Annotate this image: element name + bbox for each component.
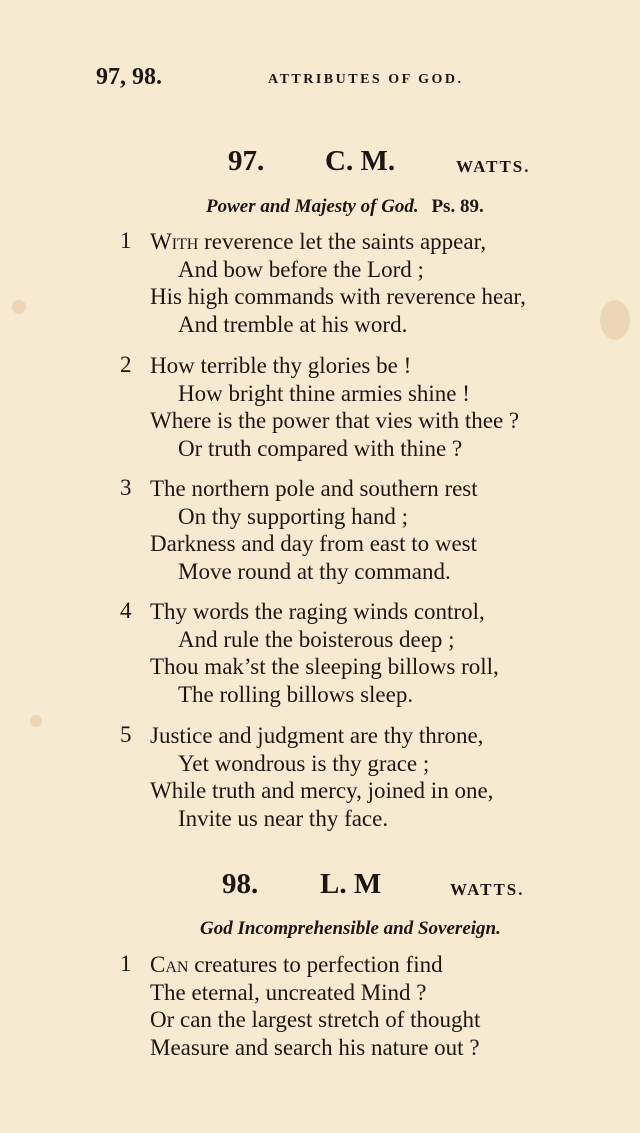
- stanza-line: Yet wondrous is thy grace ;: [178, 751, 430, 776]
- stanza-line: Justice and judgment are thy throne,: [150, 723, 484, 748]
- paper-stain: [12, 300, 26, 314]
- hymn-98-subtitle: God Incomprehensible and Sovereign.: [200, 918, 501, 939]
- stanza-number: 3: [120, 475, 132, 500]
- running-head: [96, 64, 566, 94]
- hymn-number: 97.: [228, 145, 265, 177]
- stanza-line: The eternal, uncreated Mind ?: [150, 980, 427, 1005]
- page-numbers: 97, 98.: [96, 64, 162, 90]
- stanza-number: 1: [120, 951, 132, 976]
- first-word: With: [150, 229, 199, 254]
- paper-stain: [30, 715, 42, 727]
- stanza-line: With reverence let the saints appear,: [150, 229, 487, 254]
- hymn-meter: L. M: [320, 868, 382, 900]
- stanza-line: His high commands with reverence hear,: [150, 284, 526, 309]
- stanza-line: On thy supporting hand ;: [178, 504, 408, 529]
- paper-stain: [600, 300, 630, 340]
- stanza-line: And bow before the Lord ;: [178, 257, 424, 282]
- stanza-line: And rule the boisterous deep ;: [178, 627, 455, 652]
- hymn-98-heading: [0, 868, 640, 908]
- stanza-line: The northern pole and southern rest: [150, 476, 478, 501]
- stanza-line: Or truth compared with thine ?: [178, 436, 463, 461]
- subtitle-text: Power and Majesty of God.: [206, 196, 419, 217]
- stanza-line: While truth and mercy, joined in one,: [150, 778, 494, 803]
- stanza-number: 2: [120, 352, 132, 377]
- stanza-number: 4: [120, 598, 132, 623]
- scripture-reference: Ps. 89.: [431, 196, 484, 217]
- hymn-meter: C. M.: [325, 145, 396, 177]
- stanza-line: Where is the power that vies with thee ?: [150, 408, 520, 433]
- hymn-author: WATTS.: [456, 157, 531, 176]
- hymn-number: 98.: [222, 868, 259, 900]
- hymn-97-subtitle: [206, 196, 484, 218]
- first-word: Can: [150, 952, 189, 977]
- stanza-line: Thy words the raging winds control,: [150, 599, 485, 624]
- hymn-97-heading: [0, 145, 640, 185]
- stanza-line: How bright thine armies shine !: [178, 381, 470, 406]
- stanza-line: Move round at thy command.: [178, 559, 451, 584]
- stanza-number: 1: [120, 228, 132, 253]
- running-title: ATTRIBUTES OF GOD.: [268, 72, 464, 87]
- stanza-line: How terrible thy glories be !: [150, 353, 412, 378]
- hymn-author: WATTS.: [450, 880, 525, 899]
- stanza-line: And tremble at his word.: [178, 312, 408, 337]
- stanza-line: Darkness and day from east to west: [150, 531, 478, 556]
- stanza-line: Thou mak’st the sleeping billows roll,: [150, 654, 499, 679]
- stanza-line: The rolling billows sleep.: [178, 682, 414, 707]
- stanza-line: Invite us near thy face.: [178, 806, 389, 831]
- stanza-line: Or can the largest stretch of thought: [150, 1007, 481, 1032]
- stanza-line: Measure and search his nature out ?: [150, 1035, 480, 1060]
- stanza-number: 5: [120, 722, 132, 747]
- stanza-line: Can creatures to perfection find: [150, 952, 443, 977]
